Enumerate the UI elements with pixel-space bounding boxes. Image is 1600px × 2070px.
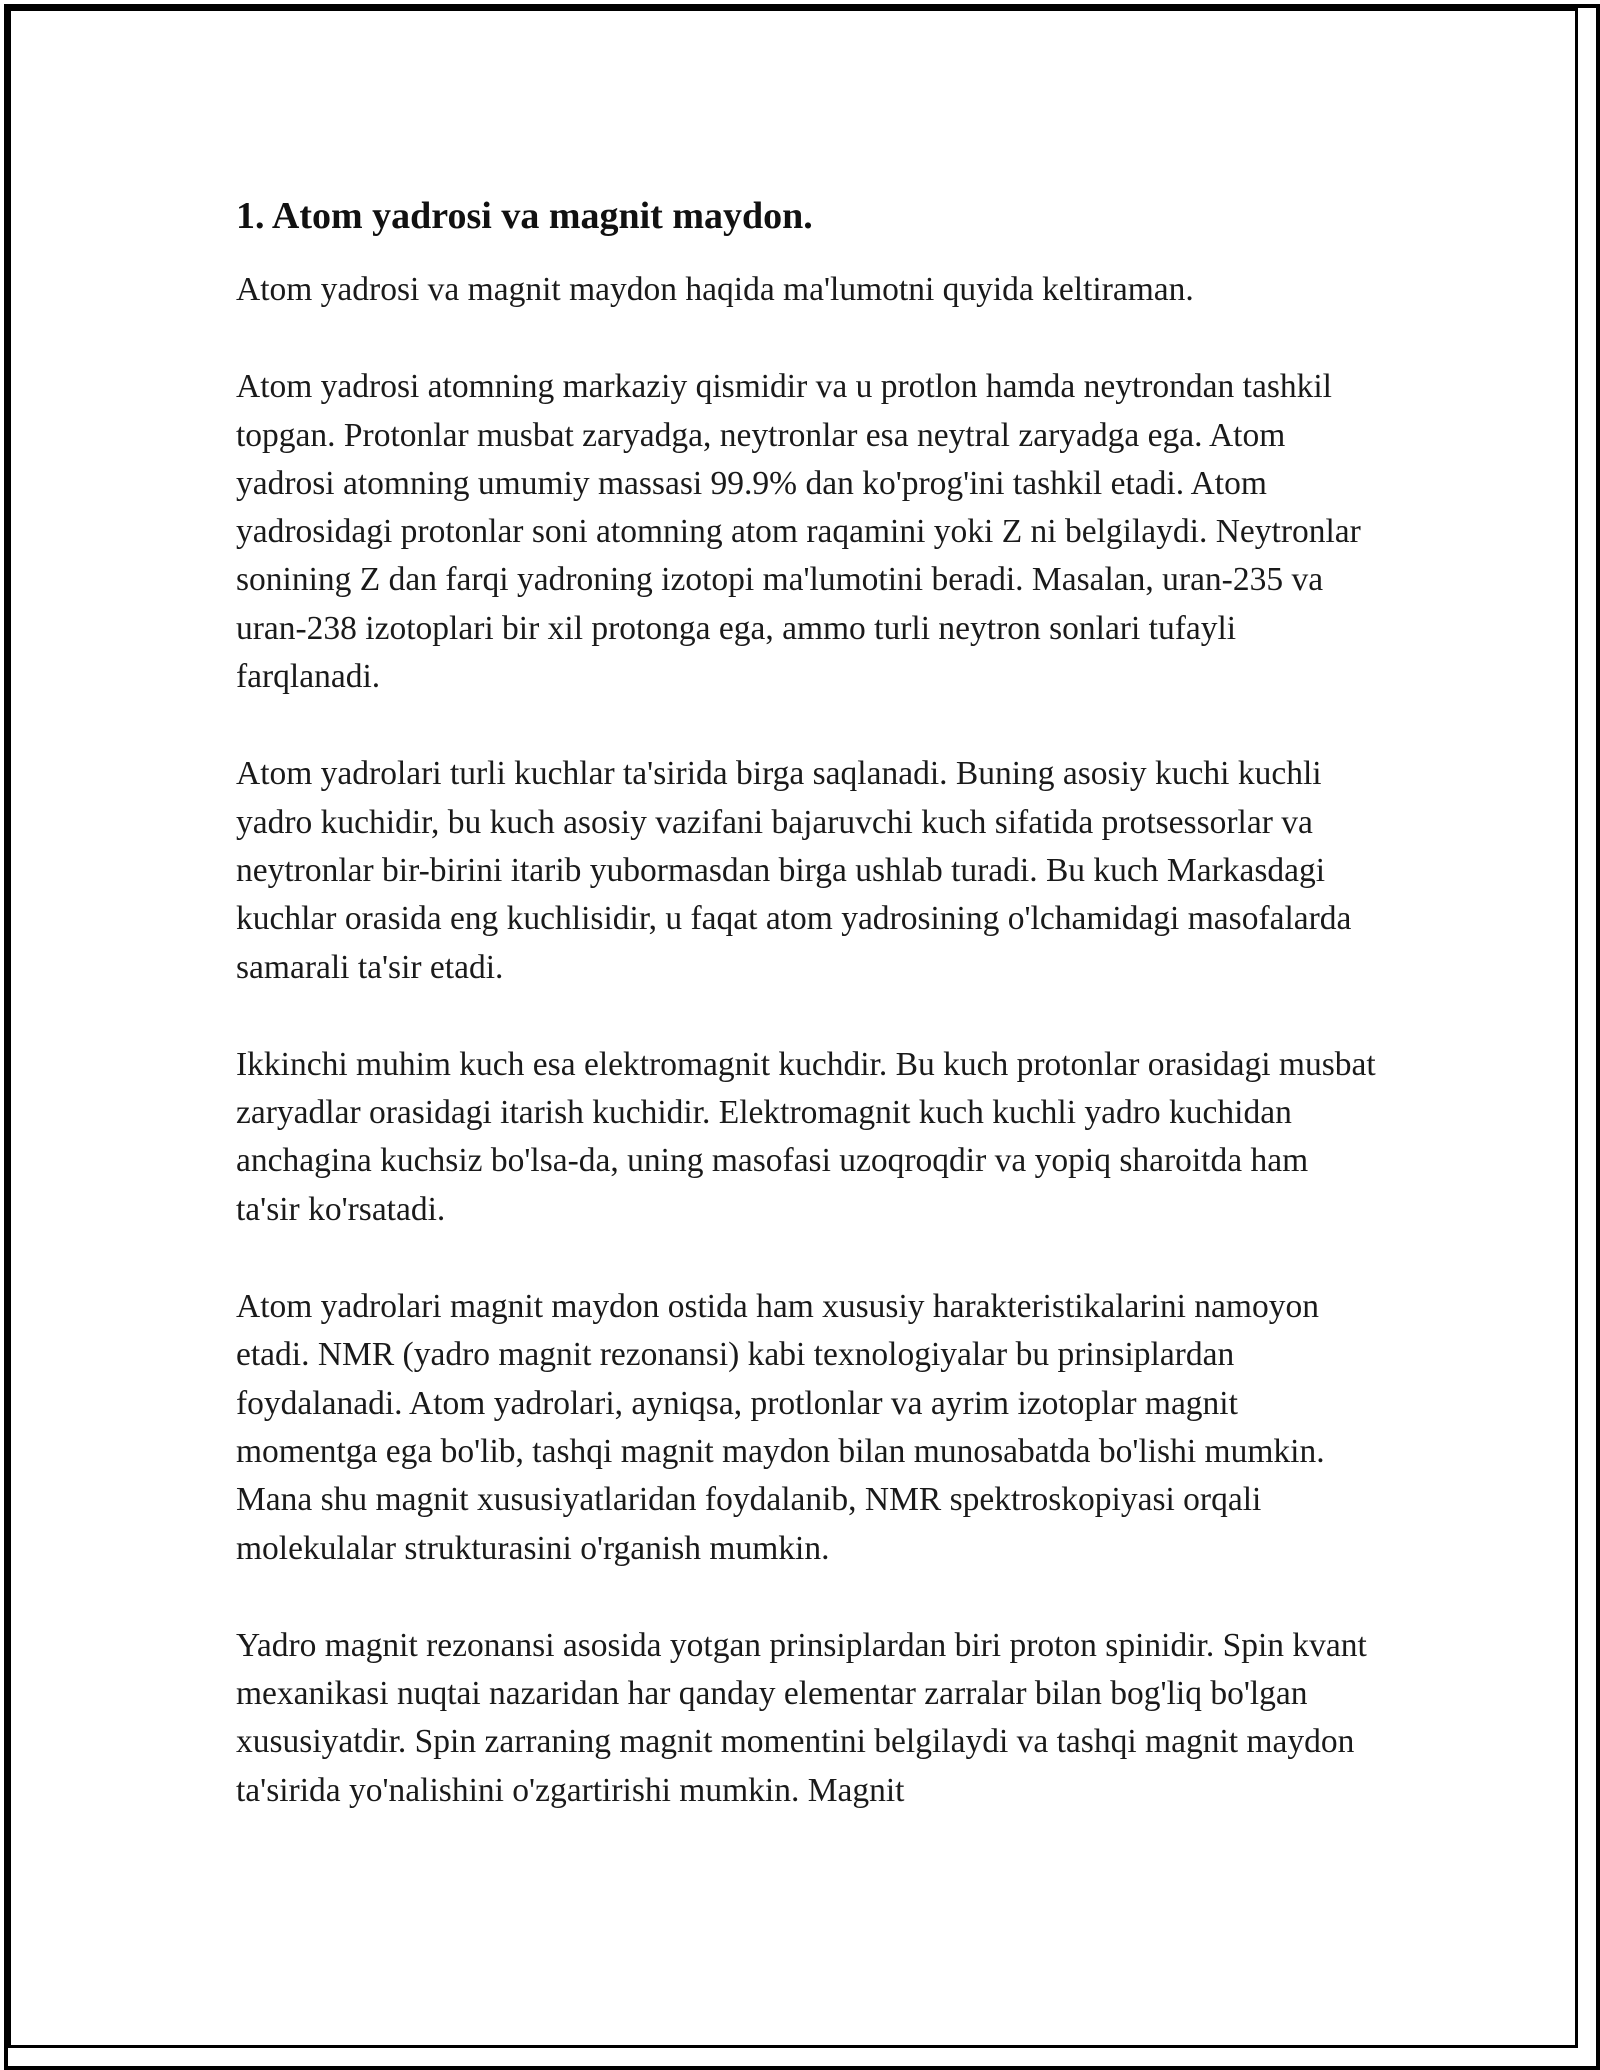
intro-paragraph: Atom yadrosi va magnit maydon haqida ma'lumotni quyida keltiraman. <box>236 271 1194 308</box>
paragraph-strong-force: Atom yadrolari turli kuchlar ta'sirida birga saqlanadi. Buning asosiy kuchi kuchli yadro kuchidir, bu kuch asosiy vazifani bajaruvchi kuch sifatida protsessorlar va neytronlar bir-birini itarib yubormasdan birga ushlab turadi. Bu kuch Markasdagi kuchlar orasida eng kuchlisidir, u faqat atom yadrosining o'lchamidagi masofalarda samarali ta'sir etadi. <box>236 755 1352 986</box>
paragraph-nucleus-structure: Atom yadrosi atomning markaziy qismidir va u protlon hamda neytrondan tashkil topgan. Protonlar musbat zaryadga, neytronlar esa neytral zaryadga ega. Atom yadrosi atomning umumiy massasi 99.9% dan ko'prog'ini tashkil etadi. Atom yadrosidagi protonlar soni atomning atom raqamini yoki Z ni belgilaydi. Neytronlar sonining Z dan farqi yadroning izotopi ma'lumotini beradi. Masalan, uran-235 va uran-238 izotoplari bir xil protonga ega, ammo turli neytron sonlari tufayli farqlanadi. <box>236 368 1361 696</box>
section-heading: 1. Atom yadrosi va magnit maydon. <box>236 195 813 237</box>
paragraph-electromagnetic-force: Ikkinchi muhim kuch esa elektromagnit kuchdir. Bu kuch protonlar orasidagi musbat zaryadlar orasidagi itarish kuchidir. Elektromagnit kuch kuchli yadro kuchidan anchagina kuchsiz bo'lsa-da, uning masofasi uzoqroqdir va yopiq sharoitda ham ta'sir ko'rsatadi. <box>236 1045 1376 1228</box>
paragraph-proton-spin: Yadro magnit rezonansi asosida yotgan prinsiplardan biri proton spinidir. Spin kvant mexanikasi nuqtai nazaridan har qanday elementar zarralar bilan bog'liq bo'lgan xususiyatdir. Spin zarraning magnit momentini belgilaydi va tashqi magnit maydon ta'sirida yo'nalishini o'zgartirishi mumkin. Magnit <box>236 1626 1367 1809</box>
paragraph-nmr: Atom yadrolari magnit maydon ostida ham xususiy harakteristikalarini namoyon etadi. NMR (yadro magnit rezonansi) kabi texnologiyalar bu prinsiplardan foydalanadi. Atom yadrolari, ayniqsa, protlonlar va ayrim izotoplar magnit momentga ega bo'lib, tashqi magnit maydon bilan munosabatda bo'lishi mumkin. Mana shu magnit xususiyatlaridan foydalanib, NMR spektroskopiyasi orqali molekulalar strukturasini o'rganish mumkin. <box>236 1288 1325 1567</box>
document-body <box>236 186 1376 1864</box>
